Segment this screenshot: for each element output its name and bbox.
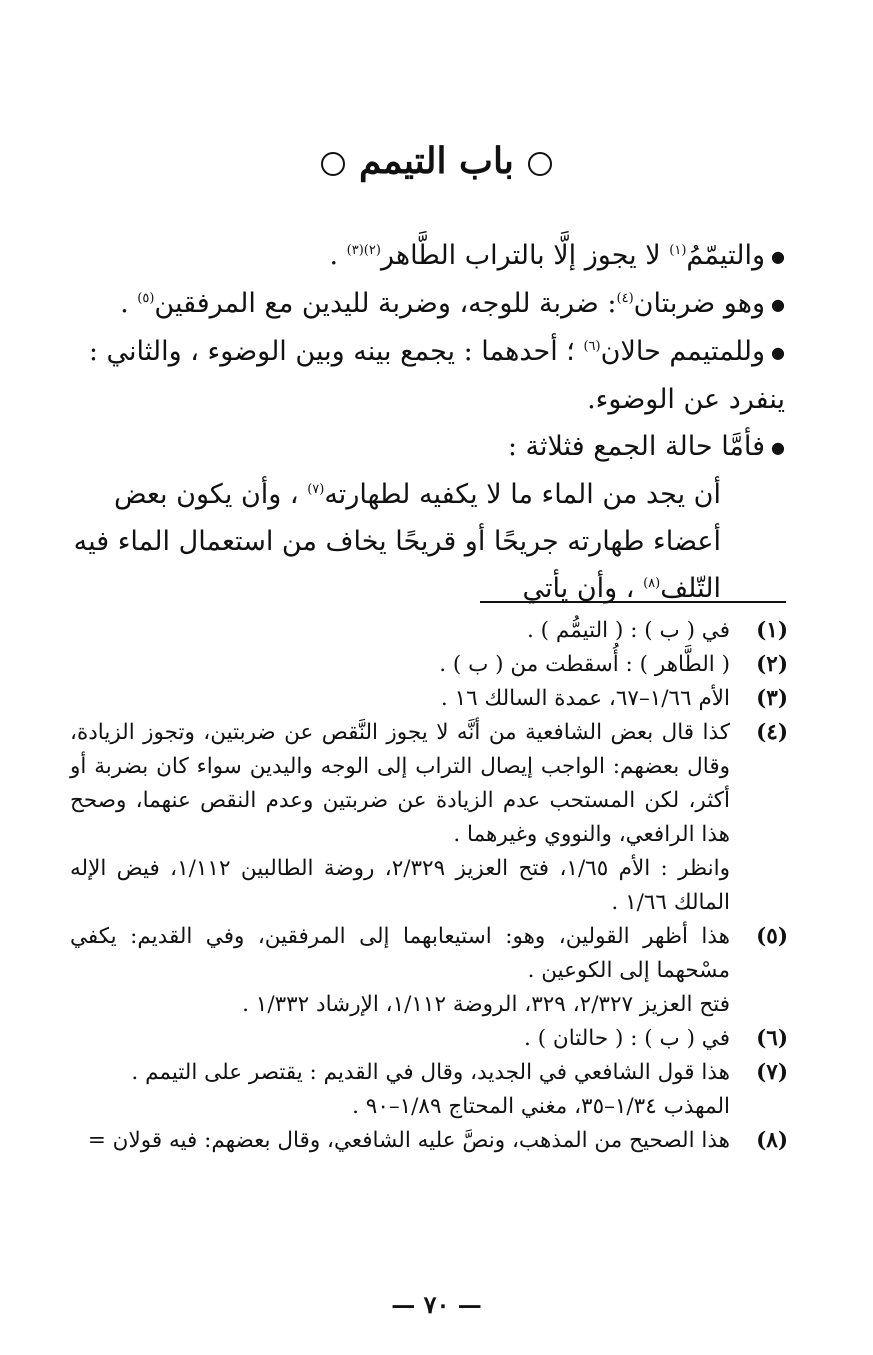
- footnote-ref: (٦): [583, 339, 601, 354]
- footnote-number: (٦): [756, 1026, 788, 1051]
- paragraph-1: ●والتيمّمُ$^{(١)}$ لا يجوز إلَّا بالتراب الطَّاهر$^{(٢)(٣)}$ .: [329, 240, 785, 271]
- footnote-3: [70, 682, 788, 716]
- footnote-ref: (٤): [616, 291, 634, 306]
- footnote-text: هذا أظهر القولين، وهو: استيعابهما إلى المرفقين، وفي القديم: يكفي مسْحهما إلى الكوعين .: [70, 924, 730, 983]
- footnote-text: في ( ب ) : ( حالتان ) .: [524, 1026, 730, 1051]
- paragraph-5: أن يجد من الماء ما لا يكفيه لطهارته$^{(٧)}$ ، وأن يكون بعض أعضاء طهارته جريحًا أو قريحًا يخاف من استعمال الماء فيه التّلف$^{(٨)}$ ، وأن يأتي: [73, 479, 721, 604]
- paragraph-4: ●فأمَّا حالة الجمع فثلاثة :: [507, 431, 785, 462]
- footnotes: [70, 614, 788, 1158]
- bullet-icon: ●: [771, 343, 785, 362]
- footnote-number: (٧): [756, 1060, 788, 1085]
- footnote-text: الأم ١/٦٦–٦٧، عمدة السالك ١٦ .: [440, 686, 730, 711]
- paragraph-2: ●وهو ضربتان$^{(٤)}$: ضربة للوجه، وضربة لليدين مع المرفقين$^{(٥)}$ .: [120, 288, 785, 319]
- footnote-ref: (٨): [643, 576, 661, 591]
- bullet-icon: ●: [771, 295, 785, 314]
- footnote-5: [70, 920, 788, 1022]
- footnote-text: المهذب ١/٣٤–٣٥، مغني المحتاج ١/٨٩–٩٠ .: [352, 1094, 730, 1119]
- footnote-ref: (٥): [137, 291, 155, 306]
- footnote-text: كذا قال بعض الشافعية من أنَّه لا يجوز النَّقص عن ضربتين، وتجوز الزيادة، وقال بعضهم: الواجب إيصال التراب إلى الوجه واليدين سواء كان بضربة أو أكثر، لكن المستحب عدم الزيادة عن ضربتين وعدم النقص عنهما، وصحح هذا الرافعي، والنووي وغيرهما .: [70, 720, 730, 847]
- footnote-text: هذا الصحيح من المذهب، ونصَّ عليه الشافعي، وقال بعضهم: فيه قولان =: [87, 1128, 730, 1153]
- footnote-text: فتح العزيز ٢/٣٢٧، ٣٢٩، الروضة ١/١١٢، الإرشاد ١/٣٣٢ .: [242, 992, 730, 1017]
- page-number: — ٧٠ —: [391, 1290, 482, 1319]
- footnote-number: (٨): [756, 1128, 788, 1153]
- footnote-ref: (٢)(٣): [346, 243, 381, 258]
- circle-ornament-icon: [321, 152, 345, 176]
- chapter-heading: [0, 136, 873, 186]
- footnote-number: (٥): [756, 924, 788, 949]
- footnote-8: [70, 1124, 788, 1158]
- chapter-title: باب التيمم: [359, 140, 514, 182]
- footnote-text: وانظر : الأم ١/٦٥، فتح العزيز ٢/٣٢٩، روضة الطالبين ١/١١٢، فيض الإله المالك ١/٦٦ .: [70, 856, 730, 915]
- footnote-text: هذا قول الشافعي في الجديد، وقال في القديم : يقتصر على التيمم .: [131, 1060, 730, 1085]
- main-text: [70, 232, 785, 612]
- bullet-icon: ●: [771, 438, 785, 457]
- footnote-4: [70, 716, 788, 920]
- footnote-ref: (١): [669, 243, 687, 258]
- footnote-2: [70, 648, 788, 682]
- footnote-number: (١): [756, 618, 788, 643]
- bullet-icon: ●: [771, 247, 785, 266]
- footnote-1: [70, 614, 788, 648]
- footnote-7: [70, 1056, 788, 1124]
- footnote-number: (٢): [756, 652, 788, 677]
- footnote-number: (٣): [756, 686, 788, 711]
- footnote-6: [70, 1022, 788, 1056]
- footnote-text: ( الطَّاهر ) : أُسقطت من ( ب ) .: [439, 652, 730, 677]
- footnote-ref: (٧): [307, 482, 325, 497]
- footnote-text: في ( ب ) : ( التيمُّم ) .: [527, 618, 730, 643]
- paragraph-3: ●وللمتيمم حالان$^{(٦)}$ ؛ أحدهما : يجمع بينه وبين الوضوء ، والثاني : ينفرد عن الوضوء.: [88, 336, 785, 415]
- circle-ornament-icon: [528, 152, 552, 176]
- footnote-separator: [480, 601, 786, 603]
- footnote-number: (٤): [756, 720, 788, 745]
